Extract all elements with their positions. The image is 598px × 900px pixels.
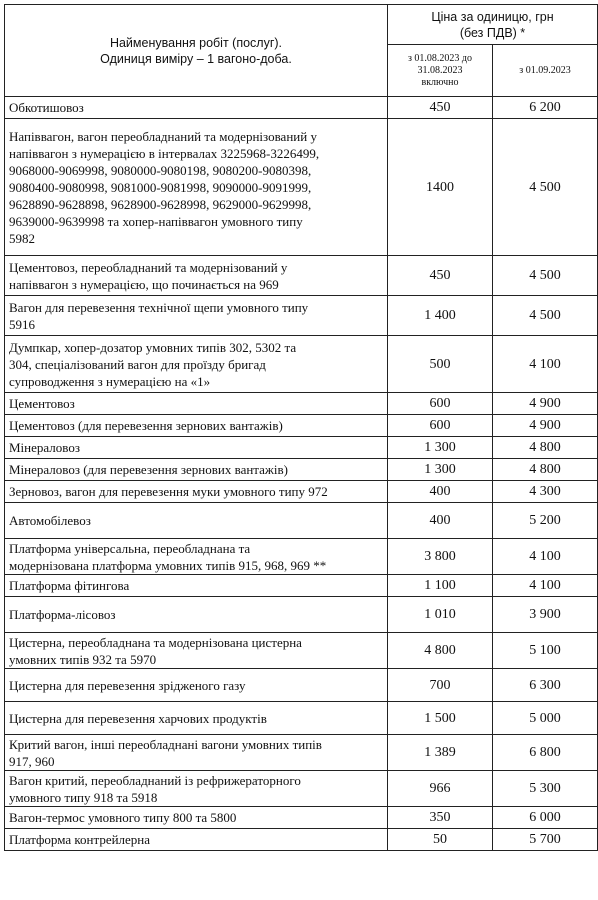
table-row	[5, 459, 598, 481]
table-row	[5, 807, 598, 829]
price-period-2-cell: 6 800	[493, 735, 598, 771]
service-name-cell	[5, 503, 388, 539]
price-period-2-cell: 4 500	[493, 119, 598, 256]
table-row	[5, 575, 598, 597]
service-name-line: Вагон критий, переобладнаний із рефрижераторного	[9, 772, 301, 788]
header-price-line: Ціна за одиницю, грн	[431, 9, 554, 24]
price-period-2-cell: 5 100	[493, 633, 598, 669]
price-period-1-cell: 600	[388, 415, 493, 437]
table-row	[5, 296, 598, 336]
header-period-1	[388, 45, 493, 97]
table-row	[5, 735, 598, 771]
service-name-line: Автомобілевоз	[9, 513, 91, 528]
service-name-cell	[5, 771, 388, 807]
price-period-2-cell: 4 100	[493, 336, 598, 393]
table-row	[5, 503, 598, 539]
service-name-line: Напіввагон, вагон переобладнаний та модернізований у	[9, 128, 317, 144]
price-table	[4, 4, 598, 851]
price-period-2-cell: 5 000	[493, 702, 598, 735]
price-period-1-cell: 700	[388, 669, 493, 702]
header-title-line: Одиниця виміру – 1 вагоно-доба.	[100, 51, 292, 66]
service-name-line: Обкотишовоз	[9, 100, 84, 115]
service-name-line: Цементовоз	[9, 396, 75, 411]
header-price-line: (без ПДВ) *	[459, 25, 526, 40]
table-row	[5, 597, 598, 633]
service-name-cell	[5, 597, 388, 633]
header-period-line: з 01.08.2023 до	[407, 52, 473, 64]
price-period-1-cell: 1 400	[388, 296, 493, 336]
service-name-cell	[5, 481, 388, 503]
price-period-1-cell: 1 300	[388, 437, 493, 459]
service-name-cell	[5, 97, 388, 119]
service-name-line: Платформа фітингова	[9, 578, 130, 593]
service-name-line: напіввагон з нумерацією, що починається на 969	[9, 276, 279, 292]
price-period-2-cell: 3 900	[493, 597, 598, 633]
header-period-line: 31.08.2023	[417, 64, 463, 76]
service-name-cell	[5, 829, 388, 851]
price-period-2-cell: 4 300	[493, 481, 598, 503]
service-name-line: супроводження з нумерацією на «1»	[9, 373, 211, 389]
table-row	[5, 119, 598, 256]
price-period-1-cell: 4 800	[388, 633, 493, 669]
table-row	[5, 829, 598, 851]
service-name-line: умовного типу 918 та 5918	[9, 789, 158, 805]
header-title-cell	[5, 5, 388, 97]
price-period-2-cell: 5 200	[493, 503, 598, 539]
service-name-cell	[5, 633, 388, 669]
service-name-line: 304, спеціалізований вагон для проїзду бригад	[9, 356, 266, 372]
service-name-line: Платформа універсальна, переобладнана та	[9, 540, 251, 556]
table-row	[5, 437, 598, 459]
service-name-cell	[5, 296, 388, 336]
service-name-line: Цистерна для перевезення зрідженого газу	[9, 677, 246, 693]
service-name-line: Цистерна для перевезення харчових продуктів	[9, 710, 267, 726]
service-name-line: Думпкар, хопер-дозатор умовних типів 302, 5302 та	[9, 339, 297, 355]
header-title-line: Найменування робіт (послуг).	[109, 35, 283, 50]
price-period-1-cell: 450	[388, 97, 493, 119]
price-period-2-cell: 4 900	[493, 415, 598, 437]
table-row	[5, 771, 598, 807]
price-period-2-cell: 4 900	[493, 393, 598, 415]
price-period-2-cell: 4 100	[493, 575, 598, 597]
table-row	[5, 393, 598, 415]
price-period-1-cell: 966	[388, 771, 493, 807]
price-period-2-cell: 5 300	[493, 771, 598, 807]
header-period-line: включно	[421, 76, 459, 88]
service-name-cell	[5, 336, 388, 393]
table-row	[5, 336, 598, 393]
service-name-line: 9639000-9639998 та хопер-напіввагон умовного типу	[9, 213, 303, 229]
price-period-1-cell: 450	[388, 256, 493, 296]
price-period-2-cell: 4 500	[493, 256, 598, 296]
price-period-2-cell: 4 800	[493, 459, 598, 481]
service-name-line: 5982	[9, 230, 35, 246]
table-row	[5, 669, 598, 702]
service-name-cell	[5, 735, 388, 771]
price-period-1-cell: 400	[388, 481, 493, 503]
service-name-line: Платформа контрейлерна	[9, 832, 151, 847]
service-name-line: Платформа-лісовоз	[9, 607, 116, 622]
price-period-1-cell: 500	[388, 336, 493, 393]
service-name-line: модернізована платформа умовних типів 915, 968, 969 **	[9, 557, 327, 573]
price-period-2-cell: 4 800	[493, 437, 598, 459]
service-name-cell	[5, 539, 388, 575]
price-period-1-cell: 1 100	[388, 575, 493, 597]
service-name-line: Критий вагон, інші переобладнані вагони умовних типів	[9, 736, 322, 752]
price-period-1-cell: 600	[388, 393, 493, 415]
service-name-line: Цементовоз, переобладнаний та модернізований у	[9, 259, 288, 275]
service-name-cell	[5, 393, 388, 415]
service-name-line: умовних типів 932 та 5970	[9, 651, 157, 667]
table-row	[5, 415, 598, 437]
header-period-2	[493, 45, 598, 97]
service-name-cell	[5, 702, 388, 735]
service-name-cell	[5, 669, 388, 702]
price-period-1-cell: 1400	[388, 119, 493, 256]
price-period-1-cell: 1 300	[388, 459, 493, 481]
price-period-2-cell: 6 000	[493, 807, 598, 829]
service-name-cell	[5, 415, 388, 437]
service-name-cell	[5, 256, 388, 296]
price-period-1-cell: 1 389	[388, 735, 493, 771]
service-name-cell	[5, 575, 388, 597]
table-row	[5, 97, 598, 119]
service-name-line: 9080400-9080998, 9081000-9081998, 9090000-9091999,	[9, 179, 312, 195]
price-period-1-cell: 1 500	[388, 702, 493, 735]
price-period-1-cell: 1 010	[388, 597, 493, 633]
service-name-line: Цементовоз (для перевезення зернових вантажів)	[9, 418, 283, 433]
service-name-line: 917, 960	[9, 753, 55, 769]
price-period-2-cell: 4 500	[493, 296, 598, 336]
header-price-cell	[388, 5, 598, 45]
service-name-line: 9068000-9069998, 9080000-9080198, 9080200-9080398,	[9, 162, 312, 178]
table-row	[5, 633, 598, 669]
service-name-line: Вагон для перевезення технічної щепи умовного типу	[9, 299, 309, 315]
table-row	[5, 539, 598, 575]
table-body	[5, 97, 598, 851]
price-period-1-cell: 3 800	[388, 539, 493, 575]
price-period-2-cell: 6 300	[493, 669, 598, 702]
price-period-2-cell: 5 700	[493, 829, 598, 851]
service-name-line: напіввагон з нумерацією в інтервалах 3225968-3226499,	[9, 145, 320, 161]
price-period-2-cell: 6 200	[493, 97, 598, 119]
service-name-line: Мінераловоз	[9, 440, 80, 455]
service-name-line: 5916	[9, 316, 35, 332]
price-period-1-cell: 50	[388, 829, 493, 851]
service-name-cell	[5, 437, 388, 459]
service-name-line: Цистерна, переобладнана та модернізована цистерна	[9, 634, 302, 650]
price-period-1-cell: 400	[388, 503, 493, 539]
table-row	[5, 702, 598, 735]
service-name-line: 9628890-9628898, 9628900-9628998, 9629000-9629998,	[9, 196, 312, 212]
service-name-cell	[5, 119, 388, 256]
service-name-cell	[5, 807, 388, 829]
price-period-1-cell: 350	[388, 807, 493, 829]
service-name-cell	[5, 459, 388, 481]
table-row	[5, 481, 598, 503]
header-period-line: з 01.09.2023	[519, 64, 571, 76]
service-name-line: Мінераловоз (для перевезення зернових вантажів)	[9, 462, 288, 477]
service-name-line: Зерновоз, вагон для перевезення муки умовного типу 972	[9, 484, 328, 499]
price-period-2-cell: 4 100	[493, 539, 598, 575]
service-name-line: Вагон-термос умовного типу 800 та 5800	[9, 810, 237, 825]
table-row	[5, 256, 598, 296]
